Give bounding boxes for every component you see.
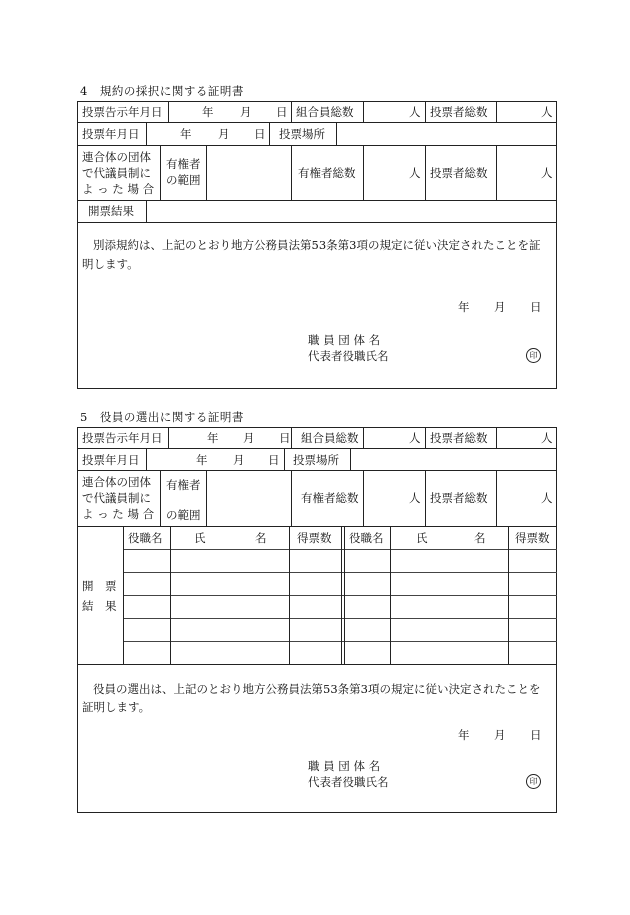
s5-voters-unit: 人 [541, 431, 553, 445]
s5-eligible-total-label: 有権者総数 [301, 491, 359, 505]
s4-hline [77, 222, 557, 223]
s5-scope-line1: 有権者 [166, 478, 201, 492]
s4-month: 月 [218, 127, 230, 141]
s4-org-name-label: 職 員 団 体 名 [308, 333, 381, 347]
s4-eligible-unit: 人 [409, 166, 421, 180]
s5-voters-total-label: 投票者総数 [430, 431, 488, 445]
section4-title: 4 規約の採択に関する証明書 [80, 84, 244, 98]
s4-hline [77, 122, 557, 123]
s4-members-total-label: 組合員総数 [296, 105, 354, 119]
s5-org-name-label: 職 員 団 体 名 [308, 759, 381, 773]
s5-month: 月 [243, 431, 255, 445]
s4-rep-name-label: 代表者役職氏名 [308, 349, 389, 363]
s5-eligible-unit: 人 [409, 491, 421, 505]
s5-col-position-2: 役職名 [349, 531, 384, 545]
s5-rep-name-label: 代表者役職氏名 [308, 775, 389, 789]
s4-statement-line1: 別添規約は、上記のとおり地方公務員法第53条第3項の規定に従い決定されたことを証 [93, 238, 541, 252]
s5-voters-unit-2: 人 [541, 491, 553, 505]
s5-notice-date-label: 投票告示年月日 [82, 431, 163, 445]
s5-rep-line2: で代議員制に [82, 491, 151, 505]
s4-rep-line1: 連合体の団体 [82, 150, 151, 164]
s4-rep-line2: で代議員制に [82, 166, 151, 180]
s4-eligible-total-label: 有権者総数 [298, 166, 356, 180]
s5-col-name: 名 [255, 531, 267, 545]
s4-year: 年 [180, 127, 192, 141]
s5-day: 日 [268, 453, 280, 467]
s5-voting-place-label: 投票場所 [293, 453, 339, 467]
s5-year: 年 [196, 453, 208, 467]
s5-rep-line3: よ っ た 場 合 [82, 507, 155, 521]
s4-voters-unit-2: 人 [541, 166, 553, 180]
s4-members-unit: 人 [409, 105, 421, 119]
s5-sign-year: 年 [458, 728, 470, 742]
s5-statement-line2: 証明します。 [82, 700, 151, 714]
s5-rep-line1: 連合体の団体 [82, 475, 151, 489]
s4-voters-total-label-2: 投票者総数 [430, 166, 488, 180]
s4-sign-month: 月 [494, 300, 506, 314]
s5-sign-day: 日 [530, 728, 542, 742]
s4-month: 月 [240, 105, 252, 119]
s4-notice-date-label: 投票告示年月日 [82, 105, 163, 119]
s4-scope-line2: の範囲 [166, 173, 201, 187]
s5-year: 年 [207, 431, 219, 445]
s5-col-position: 役職名 [128, 531, 163, 545]
s5-members-unit: 人 [409, 431, 421, 445]
s4-rep-line3: よ っ た 場 合 [82, 182, 155, 196]
s4-hline [77, 145, 557, 146]
s5-voting-date-label: 投票年月日 [82, 453, 140, 467]
s5-seal-icon: 印 [526, 774, 541, 789]
s4-voting-place-label: 投票場所 [279, 127, 325, 141]
s5-result-line1: 開 票 [82, 579, 117, 593]
s5-members-total-label: 組合員総数 [301, 431, 359, 445]
s4-sign-day: 日 [530, 300, 542, 314]
s5-voters-total-label-2: 投票者総数 [430, 491, 488, 505]
s4-voters-total-label: 投票者総数 [430, 105, 488, 119]
s5-scope-line2: の範囲 [166, 508, 201, 522]
s4-day: 日 [276, 105, 288, 119]
s4-hline [77, 200, 557, 201]
s4-seal-icon: 印 [526, 348, 541, 363]
s5-sign-month: 月 [494, 728, 506, 742]
s4-statement-line2: 明します。 [82, 257, 139, 271]
s4-result-label: 開票結果 [88, 204, 134, 218]
s5-result-line2: 結 果 [82, 599, 117, 613]
s5-col-name-2: 名 [474, 531, 486, 545]
s4-sign-year: 年 [458, 300, 470, 314]
section5-title: 5 役員の選出に関する証明書 [80, 410, 244, 424]
s4-year: 年 [202, 105, 214, 119]
s5-col-votes-2: 得票数 [515, 531, 550, 545]
s5-col-votes: 得票数 [297, 531, 332, 545]
s5-statement-line1: 役員の選出は、上記のとおり地方公務員法第53条第3項の規定に従い決定されたことを [93, 682, 541, 696]
s4-scope-line1: 有権者 [166, 157, 201, 171]
s4-day: 日 [254, 127, 266, 141]
s5-day: 日 [279, 431, 291, 445]
s5-col-surname-2: 氏 [416, 531, 428, 545]
s5-col-surname: 氏 [194, 531, 206, 545]
s5-month: 月 [233, 453, 245, 467]
s4-voting-date-label: 投票年月日 [82, 127, 140, 141]
s4-voters-unit: 人 [541, 105, 553, 119]
